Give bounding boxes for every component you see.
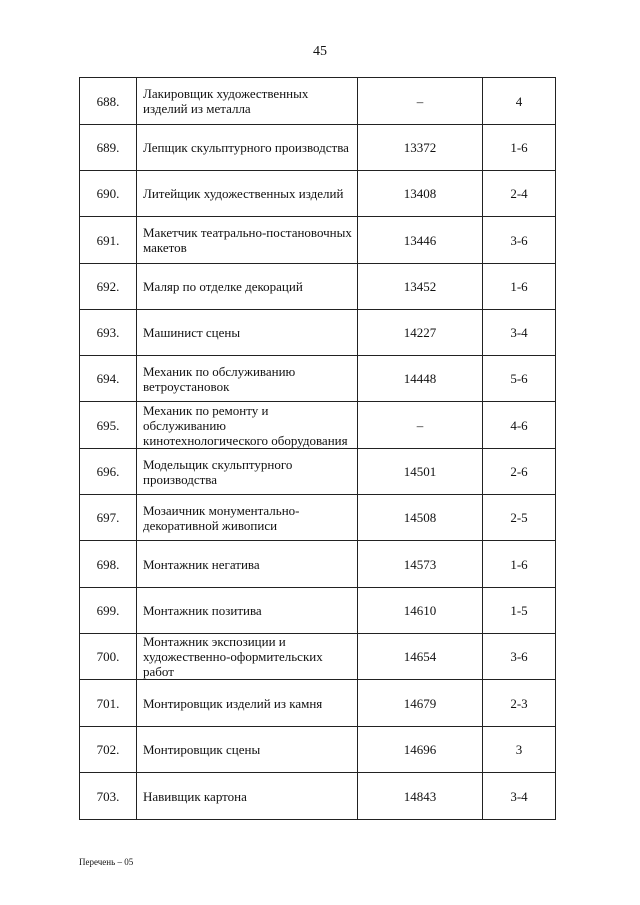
table-row: [80, 773, 556, 820]
table-row: [80, 449, 556, 495]
row-number: 689.: [80, 125, 137, 171]
profession-code: 14654: [358, 634, 483, 680]
table-row: [80, 588, 556, 634]
profession-name: Лакировщик художественных изделий из металла: [137, 78, 358, 125]
table-row: [80, 264, 556, 310]
grade-range: 1-6: [483, 264, 556, 310]
row-number: 702.: [80, 727, 137, 773]
profession-code: 14610: [358, 588, 483, 634]
profession-code: 14501: [358, 449, 483, 495]
table-row: [80, 680, 556, 727]
row-number: 694.: [80, 356, 137, 402]
grade-range: 1-5: [483, 588, 556, 634]
profession-code: 13446: [358, 217, 483, 264]
table-row: [80, 541, 556, 588]
table-row: [80, 125, 556, 171]
document-footer: Перечень – 05: [79, 857, 134, 867]
profession-code: 14448: [358, 356, 483, 402]
profession-name: Монтажник экспозиции и художественно-оформительских работ: [137, 634, 358, 680]
profession-name: Мозаичник монументально-декоративной живописи: [137, 495, 358, 541]
row-number: 695.: [80, 402, 137, 449]
grade-range: 4: [483, 78, 556, 125]
grade-range: 5-6: [483, 356, 556, 402]
profession-name: Монтировщик сцены: [137, 727, 358, 773]
grade-range: 1-6: [483, 541, 556, 588]
row-number: 697.: [80, 495, 137, 541]
profession-code: 14679: [358, 680, 483, 727]
grade-range: 3-4: [483, 310, 556, 356]
profession-code: –: [358, 78, 483, 125]
grade-range: 1-6: [483, 125, 556, 171]
profession-name: Маляр по отделке декораций: [137, 264, 358, 310]
profession-name: Монтажник позитива: [137, 588, 358, 634]
row-number: 693.: [80, 310, 137, 356]
profession-code: –: [358, 402, 483, 449]
profession-name: Литейщик художественных изделий: [137, 171, 358, 217]
grade-range: 2-4: [483, 171, 556, 217]
table-row: [80, 356, 556, 402]
table-row: [80, 402, 556, 449]
profession-code: 13452: [358, 264, 483, 310]
row-number: 690.: [80, 171, 137, 217]
grade-range: 4-6: [483, 402, 556, 449]
profession-code: 14508: [358, 495, 483, 541]
profession-code: 13408: [358, 171, 483, 217]
table-row: [80, 217, 556, 264]
profession-code: 14573: [358, 541, 483, 588]
profession-name: Механик по ремонту и обслуживанию кинотехнологического оборудования: [137, 402, 358, 449]
table-row: [80, 171, 556, 217]
row-number: 700.: [80, 634, 137, 680]
grade-range: 3: [483, 727, 556, 773]
table-row: [80, 495, 556, 541]
profession-name: Монтировщик изделий из камня: [137, 680, 358, 727]
grade-range: 2-3: [483, 680, 556, 727]
row-number: 688.: [80, 78, 137, 125]
row-number: 691.: [80, 217, 137, 264]
profession-name: Лепщик скульптурного производства: [137, 125, 358, 171]
profession-name: Монтажник негатива: [137, 541, 358, 588]
profession-code: 14227: [358, 310, 483, 356]
profession-name: Машинист сцены: [137, 310, 358, 356]
row-number: 692.: [80, 264, 137, 310]
row-number: 699.: [80, 588, 137, 634]
grade-range: 2-6: [483, 449, 556, 495]
table-row: [80, 78, 556, 125]
profession-code: 13372: [358, 125, 483, 171]
row-number: 701.: [80, 680, 137, 727]
profession-code: 14696: [358, 727, 483, 773]
row-number: 698.: [80, 541, 137, 588]
page-number: 45: [313, 44, 327, 59]
grade-range: 3-6: [483, 634, 556, 680]
grade-range: 3-4: [483, 773, 556, 820]
professions-table: [79, 77, 556, 820]
profession-name: Макетчик театрально-постановочных макетов: [137, 217, 358, 264]
grade-range: 2-5: [483, 495, 556, 541]
table-row: [80, 310, 556, 356]
row-number: 696.: [80, 449, 137, 495]
row-number: 703.: [80, 773, 137, 820]
profession-name: Механик по обслуживанию ветроустановок: [137, 356, 358, 402]
profession-name: Навивщик картона: [137, 773, 358, 820]
profession-name: Модельщик скульптурного производства: [137, 449, 358, 495]
grade-range: 3-6: [483, 217, 556, 264]
profession-code: 14843: [358, 773, 483, 820]
table-row: [80, 634, 556, 680]
table-row: [80, 727, 556, 773]
